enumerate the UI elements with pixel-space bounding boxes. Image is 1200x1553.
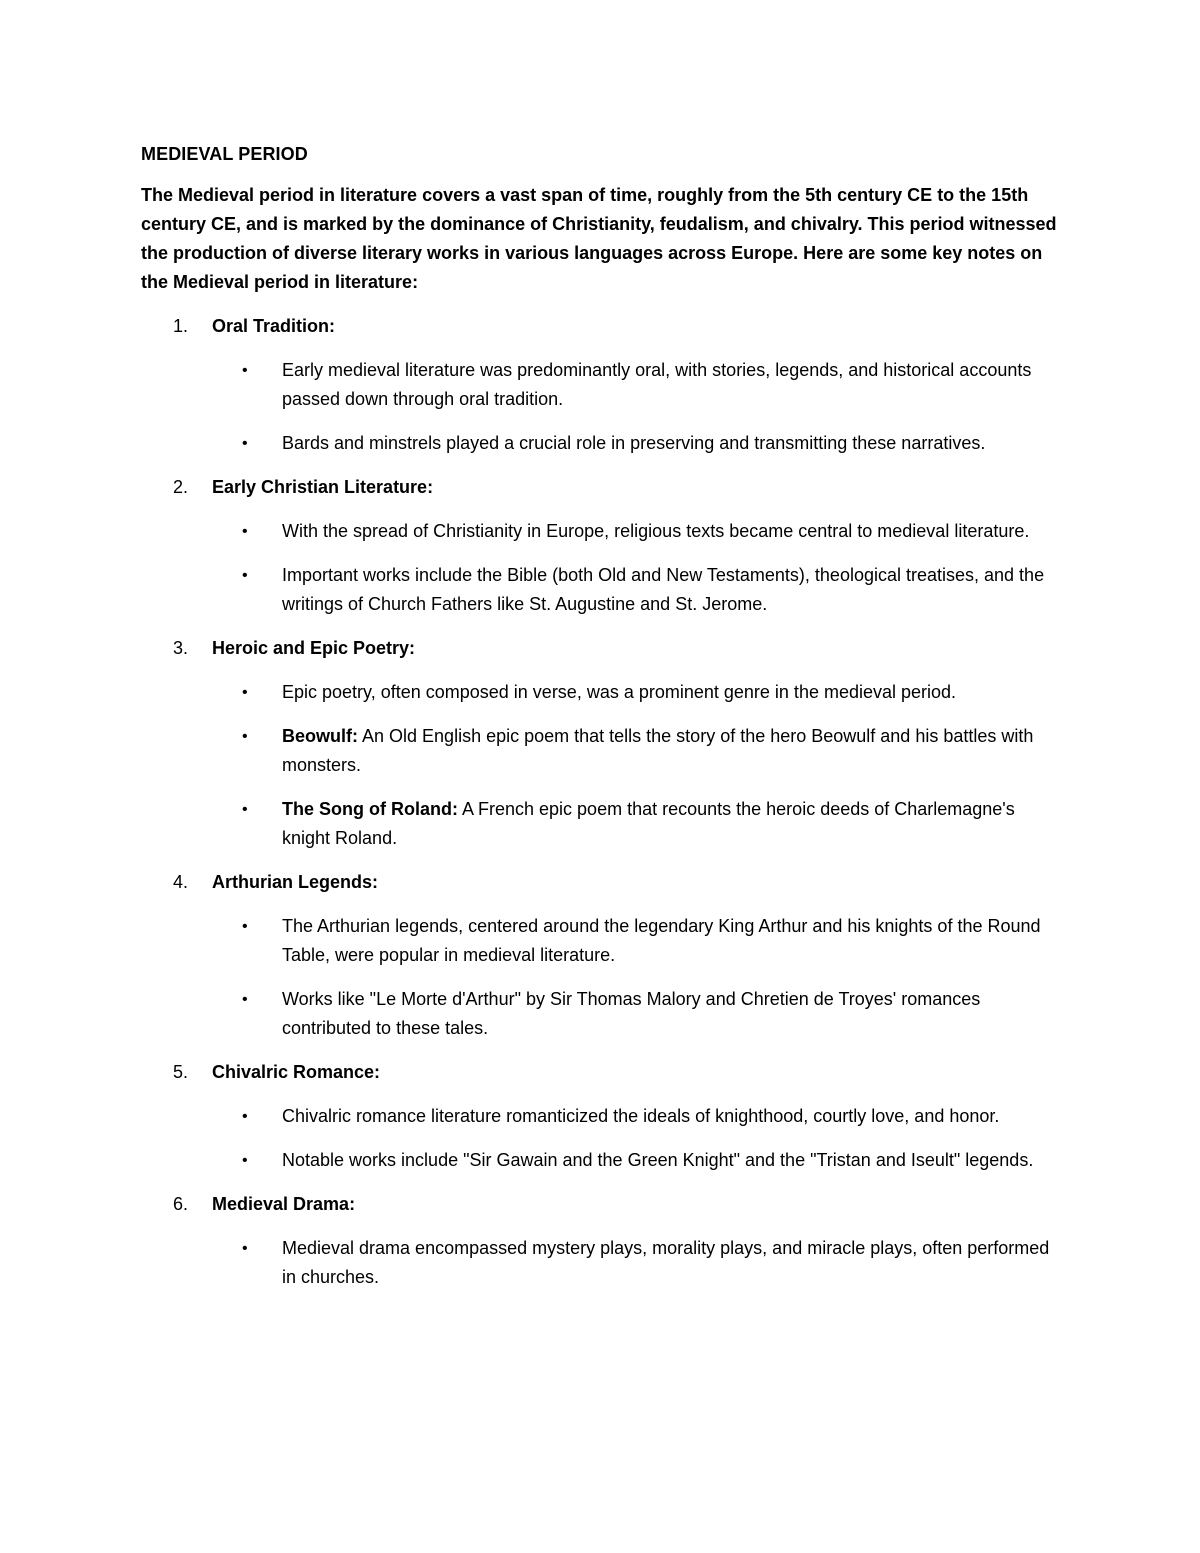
bullet-body: A French epic poem that recounts the heroic deeds of Charlemagne's knight Roland. — [282, 799, 1015, 848]
section-heading — [141, 312, 1061, 341]
bullet-text — [282, 985, 1061, 1043]
bullet-item — [141, 561, 1061, 619]
section-6 — [141, 1190, 1061, 1292]
bullet-dot-icon: • — [242, 728, 248, 745]
bullet-dot-icon: • — [242, 567, 248, 584]
bullet-item — [141, 912, 1061, 970]
bullet-text — [282, 561, 1061, 619]
bullet-text — [282, 1146, 1061, 1175]
section-heading — [141, 1190, 1061, 1219]
section-heading-label: Oral Tradition: — [212, 316, 336, 336]
bullet-dot-icon: • — [242, 918, 248, 935]
bullet-text — [282, 1234, 1061, 1292]
bullet-item — [141, 429, 1061, 458]
bullet-bold-term: The Song of Roland: — [282, 799, 458, 819]
bullet-item — [141, 356, 1061, 414]
section-heading-label: Early Christian Literature: — [212, 477, 434, 497]
section-heading — [141, 634, 1061, 663]
bullet-dot-icon: • — [242, 523, 248, 540]
section-number: 5. — [173, 1062, 189, 1082]
bullet-text — [282, 912, 1061, 970]
bullet-body: Chivalric romance literature romanticized the ideals of knighthood, courtly love, and honor. — [282, 1106, 1000, 1126]
bullet-body: Notable works include "Sir Gawain and the Green Knight" and the "Tristan and Iseult" legends. — [282, 1150, 1034, 1170]
bullet-item — [141, 517, 1061, 546]
section-heading-label: Medieval Drama: — [212, 1194, 356, 1214]
bullet-item — [141, 795, 1061, 853]
section-1 — [141, 312, 1061, 458]
bullet-item — [141, 1146, 1061, 1175]
bullet-dot-icon: • — [242, 435, 248, 452]
section-heading — [141, 868, 1061, 897]
bullet-dot-icon: • — [242, 991, 248, 1008]
bullet-body: With the spread of Christianity in Europe, religious texts became central to medieval literature. — [282, 521, 1030, 541]
bullet-text — [282, 429, 1061, 458]
section-number: 1. — [173, 316, 189, 336]
bullet-body: Medieval drama encompassed mystery plays, morality plays, and miracle plays, often performed in churches. — [282, 1238, 1050, 1287]
section-list — [141, 312, 1061, 1292]
section-number: 6. — [173, 1194, 189, 1214]
bullet-dot-icon: • — [242, 1240, 248, 1257]
section-heading-label: Heroic and Epic Poetry: — [212, 638, 416, 658]
section-number: 2. — [173, 477, 189, 497]
section-number: 3. — [173, 638, 189, 658]
bullet-body: Epic poetry, often composed in verse, was a prominent genre in the medieval period. — [282, 682, 957, 702]
section-3 — [141, 634, 1061, 853]
section-heading-label: Chivalric Romance: — [212, 1062, 381, 1082]
bullet-text — [282, 678, 1061, 707]
bullet-item — [141, 1234, 1061, 1292]
bullet-body: Early medieval literature was predominantly oral, with stories, legends, and historical accounts passed down through oral tradition. — [282, 360, 1032, 409]
section-heading — [141, 1058, 1061, 1087]
bullet-body: Important works include the Bible (both Old and New Testaments), theological treatises, and the writings of Church Fathers like St. Augustine and St. Jerome. — [282, 565, 1045, 614]
bullet-body: Bards and minstrels played a crucial role in preserving and transmitting these narratives. — [282, 433, 986, 453]
bullet-dot-icon: • — [242, 684, 248, 701]
document-page — [141, 140, 1061, 1307]
bullet-item — [141, 985, 1061, 1043]
section-heading-label: Arthurian Legends: — [212, 872, 379, 892]
bullet-item — [141, 1102, 1061, 1131]
bullet-text — [282, 517, 1061, 546]
bullet-body: Works like "Le Morte d'Arthur" by Sir Thomas Malory and Chretien de Troyes' romances contributed to these tales. — [282, 989, 981, 1038]
section-5 — [141, 1058, 1061, 1175]
section-4 — [141, 868, 1061, 1043]
bullet-dot-icon: • — [242, 801, 248, 818]
bullet-dot-icon: • — [242, 1152, 248, 1169]
bullet-dot-icon: • — [242, 1108, 248, 1125]
section-2 — [141, 473, 1061, 619]
section-heading — [141, 473, 1061, 502]
bullet-bold-term: Beowulf: — [282, 726, 358, 746]
bullet-item — [141, 722, 1061, 780]
bullet-text — [282, 722, 1061, 780]
bullet-text — [282, 1102, 1061, 1131]
bullet-dot-icon: • — [242, 362, 248, 379]
bullet-item — [141, 678, 1061, 707]
bullet-body: The Arthurian legends, centered around the legendary King Arthur and his knights of the Round Table, were popular in medieval literature. — [282, 916, 1041, 965]
bullet-text — [282, 356, 1061, 414]
bullet-text — [282, 795, 1061, 853]
document-title: MEDIEVAL PERIOD — [141, 144, 308, 164]
bullet-body: An Old English epic poem that tells the story of the hero Beowulf and his battles with monsters. — [282, 726, 1034, 775]
section-number: 4. — [173, 872, 189, 892]
intro-paragraph: The Medieval period in literature covers a vast span of time, roughly from the 5th century CE to the 15th century CE, and is marked by the dominance of Christianity, feudalism, and chivalry. This period witnessed the production of diverse literary works in various languages across Europe. Here are some key notes on the Medieval period in literature: — [141, 185, 1057, 292]
